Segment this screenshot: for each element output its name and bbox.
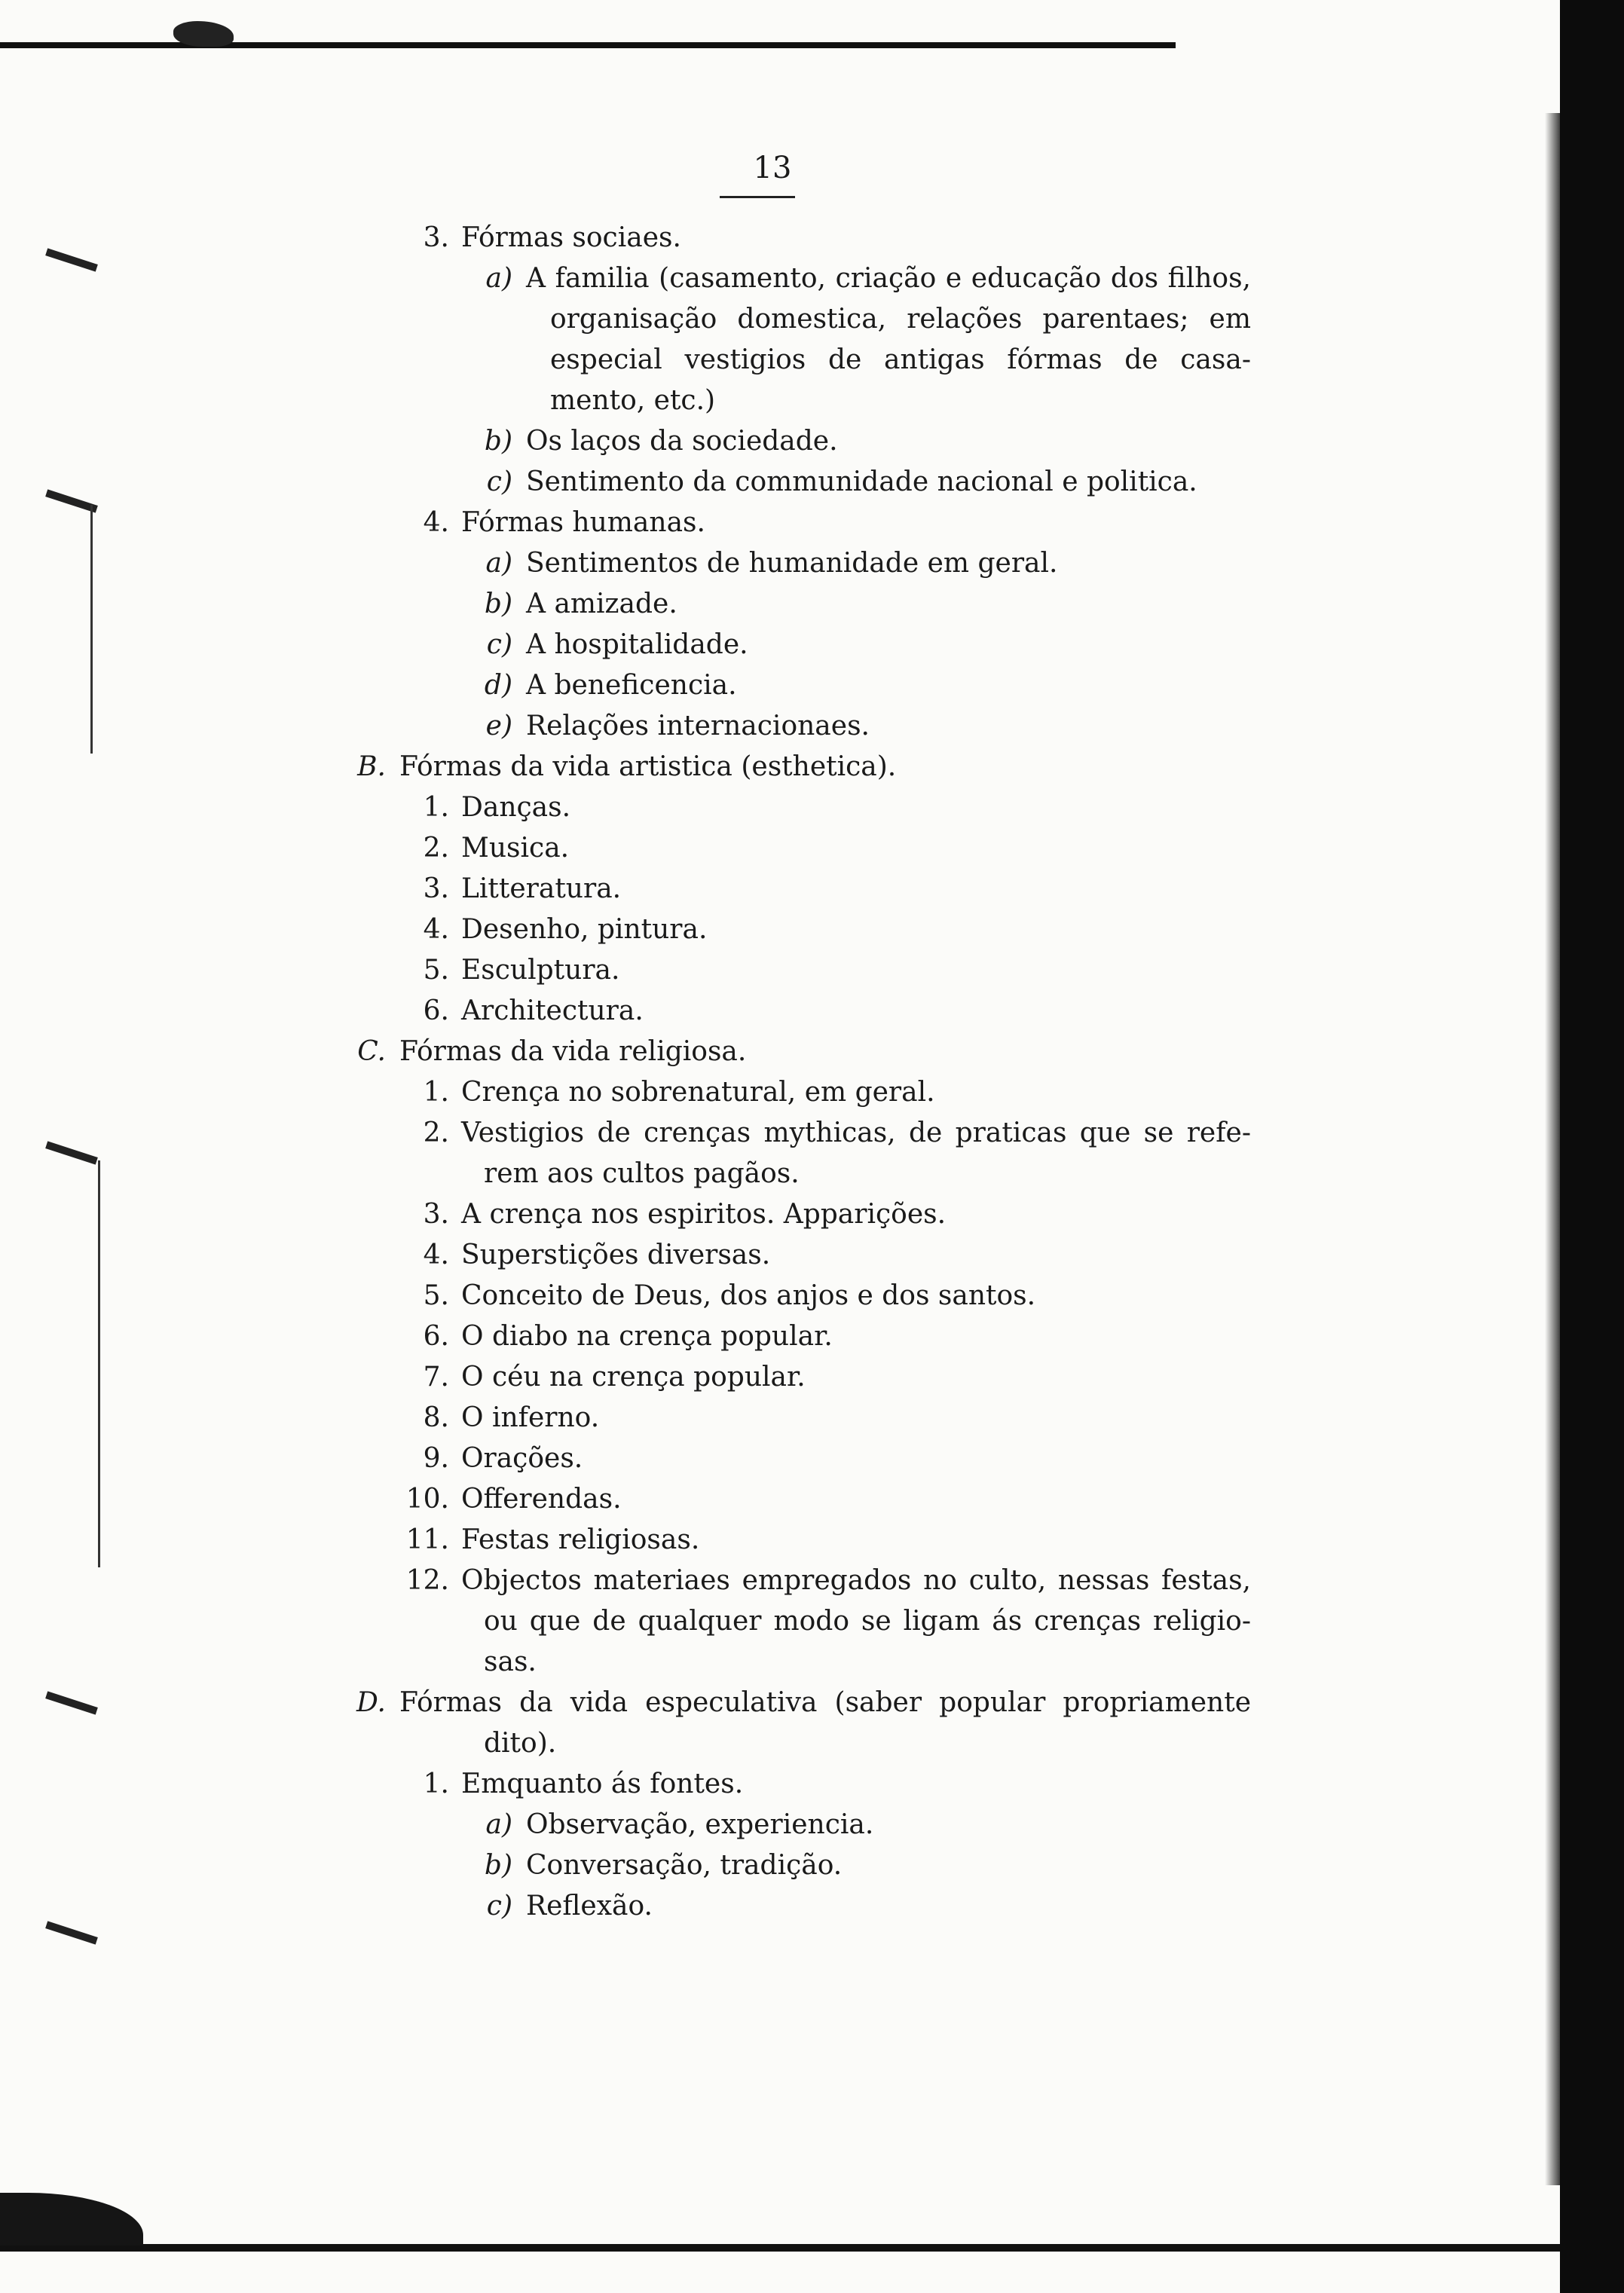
- item-text: Musica.: [461, 833, 570, 864]
- item-letter: b): [484, 426, 512, 457]
- item-number: 10.: [405, 1484, 449, 1515]
- item-number: 3.: [423, 873, 449, 904]
- item-text: Emquanto ás fontes.: [461, 1769, 744, 1799]
- item-text: Conceito de Deus, dos anjos e dos santos.: [461, 1280, 1036, 1311]
- item-number: 1.: [423, 792, 449, 823]
- item-number: 2.: [423, 1117, 449, 1148]
- item-text: Esculptura.: [461, 955, 620, 986]
- item-text: especial vestigios de antigas fórmas de casa-: [550, 344, 1251, 375]
- item-letter: a): [485, 548, 512, 579]
- item-letter: a): [485, 1809, 512, 1840]
- item-text: Offerendas.: [461, 1484, 622, 1515]
- item-text: A hospitalidade.: [526, 629, 748, 660]
- section-title: Fórmas da vida artistica (esthetica).: [399, 751, 897, 782]
- margin-mark: [45, 1691, 98, 1714]
- item-number: 11.: [405, 1524, 449, 1555]
- scan-shadow-right: [1545, 113, 1560, 2185]
- margin-mark: [45, 1921, 98, 1944]
- item-number: 6.: [423, 995, 449, 1026]
- item-letter: e): [485, 711, 512, 741]
- item-text: Litteratura.: [461, 873, 622, 904]
- item-letter: d): [484, 670, 512, 701]
- item-number: 5.: [423, 955, 449, 986]
- page-number: 13: [753, 151, 792, 185]
- scan-blot: [173, 21, 234, 47]
- item-text: Danças.: [461, 792, 571, 823]
- item-letter: b): [484, 1850, 512, 1881]
- item-number: 12.: [405, 1565, 449, 1596]
- scan-edge-top: [0, 42, 1176, 48]
- item-number: 3.: [423, 222, 449, 253]
- item-text: Desenho, pintura.: [461, 914, 708, 945]
- item-text: Superstições diversas.: [461, 1240, 771, 1270]
- item-text: Objectos materiaes empregados no culto, nessas festas,: [461, 1565, 1251, 1596]
- item-letter: c): [486, 629, 512, 660]
- item-text: mento, etc.): [550, 385, 716, 416]
- section-title: Fórmas da vida religiosa.: [399, 1036, 747, 1067]
- item-text: sas.: [484, 1646, 537, 1677]
- item-number: 8.: [423, 1402, 449, 1433]
- margin-mark: [45, 248, 98, 271]
- item-number: 1.: [423, 1077, 449, 1108]
- margin-rule: [98, 1160, 100, 1567]
- item-text: Crença no sobrenatural, em geral.: [461, 1077, 935, 1108]
- item-number: 4.: [423, 914, 449, 945]
- item-letter: b): [484, 589, 512, 619]
- item-text: A familia (casamento, criação e educação dos filhos,: [526, 263, 1251, 294]
- item-text: A beneficencia.: [526, 670, 737, 701]
- item-number: 3.: [423, 1199, 449, 1230]
- item-text: Observação, experiencia.: [526, 1809, 874, 1840]
- section-letter: C.: [357, 1036, 386, 1067]
- section-title: dito).: [484, 1728, 557, 1759]
- item-text: Conversação, tradição.: [526, 1850, 843, 1881]
- item-text: ou que de qualquer modo se ligam ás crenças religio-: [484, 1606, 1251, 1637]
- item-text: A amizade.: [526, 589, 677, 619]
- item-text: Vestigios de crenças mythicas, de praticas que se refe-: [461, 1117, 1251, 1148]
- item-number: 4.: [423, 507, 449, 538]
- item-number: 4.: [423, 1240, 449, 1270]
- margin-rule: [90, 505, 93, 754]
- item-number: 1.: [423, 1769, 449, 1799]
- item-text: Fórmas humanas.: [461, 507, 705, 538]
- item-text: Relações internacionaes.: [526, 711, 870, 741]
- item-number: 9.: [423, 1443, 449, 1474]
- item-text: A crença nos espiritos. Apparições.: [461, 1199, 947, 1230]
- item-text: Os laços da sociedade.: [526, 426, 838, 457]
- section-letter: B.: [357, 751, 386, 782]
- scan-edge-bottom: [0, 2244, 1560, 2252]
- section-title: Fórmas da vida especulativa (saber popular propriamente: [399, 1687, 1251, 1718]
- item-letter: a): [485, 263, 512, 294]
- item-text: Festas religiosas.: [461, 1524, 700, 1555]
- margin-mark: [45, 1141, 98, 1164]
- item-text: Architectura.: [461, 995, 644, 1026]
- item-number: 7.: [423, 1362, 449, 1393]
- item-text: Orações.: [461, 1443, 583, 1474]
- item-text: O diabo na crença popular.: [461, 1321, 833, 1352]
- page-number-rule: [720, 196, 795, 198]
- item-text: Reflexão.: [526, 1891, 653, 1922]
- item-text: organisação domestica, relações parentaes; em: [550, 304, 1251, 335]
- section-letter: D.: [356, 1687, 386, 1718]
- item-text: rem aos cultos pagãos.: [484, 1158, 800, 1189]
- item-text: O inferno.: [461, 1402, 600, 1433]
- item-text: Sentimento da communidade nacional e politica.: [526, 466, 1197, 497]
- item-number: 6.: [423, 1321, 449, 1352]
- item-letter: c): [486, 466, 512, 497]
- item-text: Sentimentos de humanidade em geral.: [526, 548, 1058, 579]
- item-text: O céu na crença popular.: [461, 1362, 806, 1393]
- scan-edge-right: [1560, 0, 1624, 2293]
- item-number: 5.: [423, 1280, 449, 1311]
- item-letter: c): [486, 1891, 512, 1922]
- item-text: Fórmas sociaes.: [461, 222, 681, 253]
- scan-blot: [0, 2193, 143, 2246]
- item-number: 2.: [423, 833, 449, 864]
